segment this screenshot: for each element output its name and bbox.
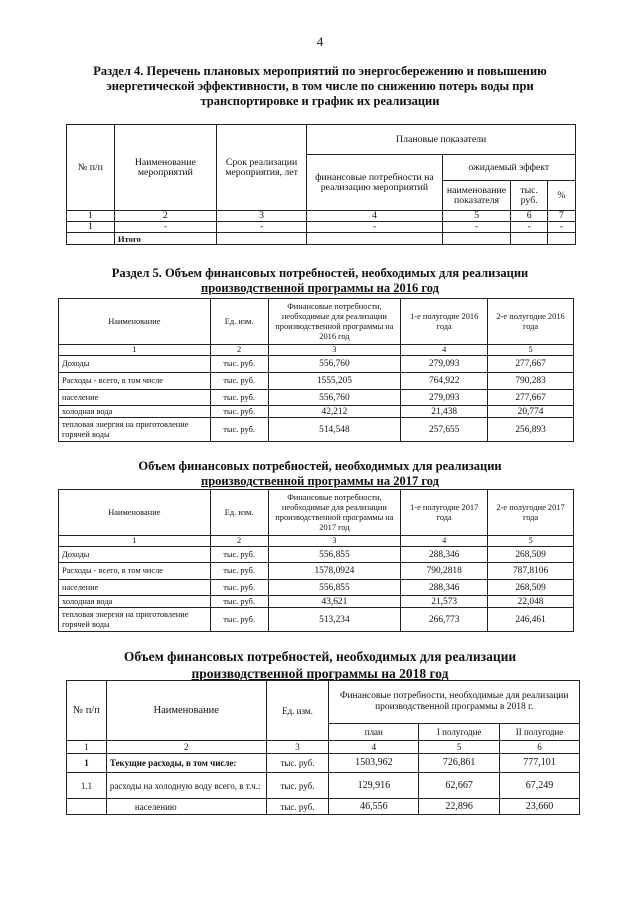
table-2018 bbox=[66, 680, 580, 815]
col-number: 6 bbox=[511, 211, 547, 222]
table-cell bbox=[547, 233, 575, 245]
section2018-title bbox=[60, 648, 580, 682]
col-number: 4 bbox=[401, 536, 488, 547]
section5-title bbox=[60, 266, 580, 296]
col-number: 3 bbox=[266, 741, 329, 754]
col-number: 5 bbox=[419, 741, 500, 754]
row-unit: тыс. руб. bbox=[210, 356, 268, 373]
header-name: Наименование bbox=[59, 490, 211, 536]
row-label: население bbox=[59, 580, 211, 596]
header-half2: II полугодие bbox=[500, 724, 580, 741]
row-label: тепловая энергия на приготовление горячей воды bbox=[59, 608, 211, 632]
section2017-title bbox=[60, 459, 580, 489]
row-value: 279,093 bbox=[401, 356, 488, 373]
col-number: 4 bbox=[329, 741, 419, 754]
header-half1: 1-е полугодие 2017 года bbox=[401, 490, 488, 536]
row-unit: тыс. руб. bbox=[210, 596, 268, 608]
col-number: 3 bbox=[216, 211, 307, 222]
row-value: 726,861 bbox=[419, 754, 500, 773]
row-value: 764,922 bbox=[401, 373, 488, 390]
row-label: Текущие расходы, в том числе: bbox=[106, 754, 266, 773]
header-name: Наименование bbox=[106, 681, 266, 741]
row-value: 1555,205 bbox=[268, 373, 401, 390]
row-value: 246,461 bbox=[488, 608, 574, 632]
row-value: 1503,962 bbox=[329, 754, 419, 773]
header-half2: 2-е полугодие 2016 года bbox=[488, 299, 574, 345]
table-cell: - bbox=[547, 222, 575, 233]
table-row bbox=[67, 773, 580, 799]
row-label: холодная вода bbox=[59, 596, 211, 608]
table-cell bbox=[442, 233, 511, 245]
row-value: 790,2818 bbox=[401, 563, 488, 580]
table-row bbox=[59, 563, 574, 580]
col-number: 1 bbox=[67, 211, 115, 222]
row-value: 22,048 bbox=[488, 596, 574, 608]
row-value: 43,621 bbox=[268, 596, 401, 608]
row-value: 268,509 bbox=[488, 580, 574, 596]
section2018-title-line: производственной программы на 2018 год bbox=[191, 666, 449, 681]
header-expected: ожидаемый эффект bbox=[442, 155, 575, 181]
page-number: 4 bbox=[316, 34, 324, 49]
header-num: № п/п bbox=[67, 125, 115, 211]
table-row bbox=[59, 406, 574, 418]
row-value: 288,346 bbox=[401, 580, 488, 596]
table-row bbox=[59, 547, 574, 563]
header-term: Срок реализации мероприятия, лет bbox=[216, 125, 307, 211]
table-row bbox=[67, 233, 576, 245]
row-value: 288,346 bbox=[401, 547, 488, 563]
header-unit: Ед. изм. bbox=[210, 490, 268, 536]
table-cell: - bbox=[216, 222, 307, 233]
table-cell bbox=[307, 233, 442, 245]
header-unit: Ед. изм. bbox=[210, 299, 268, 345]
row-value: 42,212 bbox=[268, 406, 401, 418]
row-unit: тыс. руб. bbox=[266, 799, 329, 815]
table-cell: 1 bbox=[67, 222, 115, 233]
table-row bbox=[59, 356, 574, 373]
row-value: 790,283 bbox=[488, 373, 574, 390]
row-value: 513,234 bbox=[268, 608, 401, 632]
row-label: Расходы - всего, в том числе bbox=[59, 563, 211, 580]
section2017-title-line: Объем финансовых потребностей, необходимых для реализации bbox=[138, 459, 502, 473]
table-row bbox=[59, 390, 574, 406]
col-number: 1 bbox=[67, 741, 107, 754]
header-fin-needs: Финансовые потребности, необходимые для реализации производственной программы на 2016 год bbox=[268, 299, 401, 345]
col-number: 2 bbox=[210, 536, 268, 547]
header-num: № п/п bbox=[67, 681, 107, 741]
row-unit: тыс. руб. bbox=[210, 373, 268, 390]
header-percent: % bbox=[547, 181, 575, 211]
header-thousand-rub: тыс. руб. bbox=[511, 181, 547, 211]
row-label: расходы на холодную воду всего, в т.ч.: bbox=[106, 773, 266, 799]
row-value: 257,655 bbox=[401, 418, 488, 442]
header-name: Наименование bbox=[59, 299, 211, 345]
row-value: 21,573 bbox=[401, 596, 488, 608]
table-row bbox=[59, 608, 574, 632]
row-value: 279,093 bbox=[401, 390, 488, 406]
table-row bbox=[59, 596, 574, 608]
col-number: 5 bbox=[488, 345, 574, 356]
col-number: 1 bbox=[59, 536, 211, 547]
row-unit: тыс. руб. bbox=[210, 406, 268, 418]
table-cell: - bbox=[511, 222, 547, 233]
col-number: 5 bbox=[442, 211, 511, 222]
header-half1: 1-е полугодие 2016 года bbox=[401, 299, 488, 345]
row-label: Доходы bbox=[59, 356, 211, 373]
row-num: 1.1 bbox=[67, 773, 107, 799]
col-number: 1 bbox=[59, 345, 211, 356]
table-2016 bbox=[58, 298, 574, 442]
section5-title-line: производственной программы на 2016 год bbox=[201, 281, 439, 295]
header-fin-needs: финансовые потребности на реализацию мероприятий bbox=[307, 155, 442, 211]
row-value: 256,893 bbox=[488, 418, 574, 442]
row-value: 556,855 bbox=[268, 547, 401, 563]
row-label: население bbox=[59, 390, 211, 406]
col-number: 3 bbox=[268, 345, 401, 356]
row-unit: тыс. руб. bbox=[210, 547, 268, 563]
row-value: 21,438 bbox=[401, 406, 488, 418]
row-value: 514,548 bbox=[268, 418, 401, 442]
row-value: 23,660 bbox=[500, 799, 580, 815]
col-number: 6 bbox=[500, 741, 580, 754]
row-label: Доходы bbox=[59, 547, 211, 563]
header-fin-needs: Финансовые потребности, необходимые для реализации производственной программы в 2018 г. bbox=[329, 681, 580, 724]
header-unit: Ед. изм. bbox=[266, 681, 329, 741]
section4-table bbox=[66, 124, 576, 245]
row-value: 62,667 bbox=[419, 773, 500, 799]
row-value: 277,667 bbox=[488, 390, 574, 406]
table-row bbox=[59, 580, 574, 596]
header-fin-needs: Финансовые потребности, необходимые для реализации производственной программы на 2017 год bbox=[268, 490, 401, 536]
col-number: 3 bbox=[268, 536, 401, 547]
section4-title-line: Раздел 4. Перечень плановых мероприятий по энергосбережению и повышению bbox=[93, 64, 547, 78]
col-number: 5 bbox=[488, 536, 574, 547]
table-cell-total: Итого bbox=[114, 233, 216, 245]
col-number: 2 bbox=[106, 741, 266, 754]
table-cell: - bbox=[442, 222, 511, 233]
table-cell bbox=[67, 233, 115, 245]
row-value: 268,509 bbox=[488, 547, 574, 563]
table-row bbox=[67, 222, 576, 233]
col-number: 4 bbox=[307, 211, 442, 222]
col-number: 2 bbox=[114, 211, 216, 222]
row-value: 556,760 bbox=[268, 356, 401, 373]
row-value: 277,667 bbox=[488, 356, 574, 373]
row-unit: тыс. руб. bbox=[210, 563, 268, 580]
col-number: 4 bbox=[401, 345, 488, 356]
row-label: холодная вода bbox=[59, 406, 211, 418]
row-value: 556,760 bbox=[268, 390, 401, 406]
row-num bbox=[67, 799, 107, 815]
row-label: тепловая энергия на приготовление горячей воды bbox=[59, 418, 211, 442]
col-number: 2 bbox=[210, 345, 268, 356]
table-cell: - bbox=[114, 222, 216, 233]
section4-title-line: транспортировке и график их реализации bbox=[200, 94, 440, 108]
header-half1: I полугодие bbox=[419, 724, 500, 741]
table-cell bbox=[216, 233, 307, 245]
header-planned: Плановые показатели bbox=[307, 125, 576, 155]
header-half2: 2-е полугодие 2017 года bbox=[488, 490, 574, 536]
section2017-title-line: производственной программы на 2017 год bbox=[201, 474, 439, 488]
header-measure-name: Наименование мероприятий bbox=[114, 125, 216, 211]
row-unit: тыс. руб. bbox=[210, 418, 268, 442]
table-row bbox=[59, 418, 574, 442]
row-label: населению bbox=[106, 799, 266, 815]
row-value: 46,556 bbox=[329, 799, 419, 815]
row-unit: тыс. руб. bbox=[210, 608, 268, 632]
col-number: 7 bbox=[547, 211, 575, 222]
row-unit: тыс. руб. bbox=[266, 773, 329, 799]
section4-title bbox=[60, 64, 580, 109]
section5-title-line: Раздел 5. Объем финансовых потребностей, необходимых для реализации bbox=[111, 266, 529, 280]
table-cell: - bbox=[307, 222, 442, 233]
row-value: 777,101 bbox=[500, 754, 580, 773]
row-unit: тыс. руб. bbox=[210, 580, 268, 596]
row-label: Расходы - всего, в том числе bbox=[59, 373, 211, 390]
table-cell bbox=[511, 233, 547, 245]
section4-title-line: энергетической эффективности, в том числе по снижению потерь воды при bbox=[106, 79, 534, 93]
row-value: 67,249 bbox=[500, 773, 580, 799]
section2018-title-line: Объем финансовых потребностей, необходимых для реализации bbox=[123, 649, 517, 664]
table-row bbox=[59, 373, 574, 390]
row-value: 266,773 bbox=[401, 608, 488, 632]
row-value: 129,916 bbox=[329, 773, 419, 799]
row-num: 1 bbox=[67, 754, 107, 773]
row-value: 1578,0924 bbox=[268, 563, 401, 580]
header-plan: план bbox=[329, 724, 419, 741]
row-value: 787,8106 bbox=[488, 563, 574, 580]
table-2017 bbox=[58, 489, 574, 632]
table-row bbox=[67, 754, 580, 773]
row-unit: тыс. руб. bbox=[210, 390, 268, 406]
row-value: 22,896 bbox=[419, 799, 500, 815]
row-value: 20,774 bbox=[488, 406, 574, 418]
row-value: 556,855 bbox=[268, 580, 401, 596]
table-row bbox=[67, 799, 580, 815]
header-indicator-name: наименование показателя bbox=[442, 181, 511, 211]
row-unit: тыс. руб. bbox=[266, 754, 329, 773]
